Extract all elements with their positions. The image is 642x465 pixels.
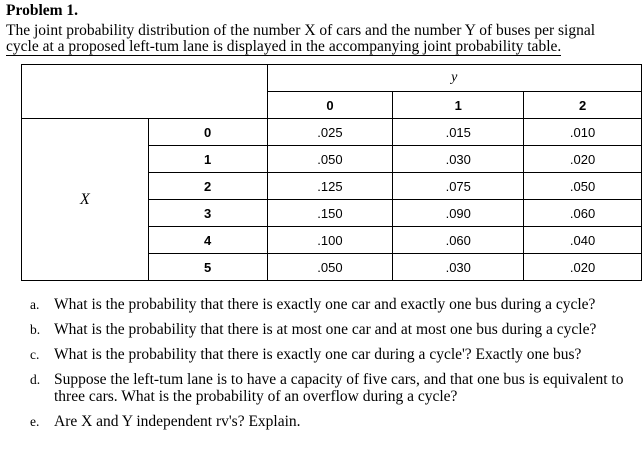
joint-probability-table	[21, 64, 642, 281]
y-value-header: 2	[524, 92, 642, 119]
question-item	[30, 296, 635, 313]
probability-cell: .090	[393, 200, 524, 227]
probability-cell: .060	[524, 200, 642, 227]
question-text: What is the probability that there is exactly one car during a cycle'? Exactly one bus?	[54, 346, 582, 363]
intro-line-1: The joint probability distribution of the number X of cars and the number Y of buses per signal	[6, 22, 596, 39]
y-axis-label: y	[267, 65, 641, 92]
probability-cell: .150	[267, 200, 393, 227]
question-item	[30, 321, 635, 338]
probability-cell: .050	[524, 173, 642, 200]
problem-intro	[6, 23, 638, 56]
probability-cell: .020	[524, 254, 642, 281]
x-axis-label: X	[22, 119, 149, 281]
y-value-header: 1	[393, 92, 524, 119]
probability-cell: .060	[393, 227, 524, 254]
question-marker: e.	[30, 414, 40, 429]
table-corner-cell	[22, 65, 268, 119]
probability-cell: .010	[524, 119, 642, 146]
x-value-header: 0	[148, 119, 267, 146]
probability-cell: .030	[393, 146, 524, 173]
probability-cell: .040	[524, 227, 642, 254]
question-marker: d.	[30, 372, 41, 387]
question-text: What is the probability that there is exactly one car and exactly one bus during a cycle?	[54, 296, 596, 313]
y-value-header: 0	[267, 92, 393, 119]
question-text: Are X and Y independent rv's? Explain.	[54, 413, 301, 430]
probability-cell: .030	[393, 254, 524, 281]
x-value-header: 3	[148, 200, 267, 227]
probability-cell: .050	[267, 146, 393, 173]
x-value-header: 2	[148, 173, 267, 200]
probability-cell: .075	[393, 173, 524, 200]
table-row	[22, 119, 642, 146]
question-text: What is the probability that there is at most one car and at most one bus during a cycle?	[54, 321, 597, 338]
x-value-header: 1	[148, 146, 267, 173]
x-value-header: 4	[148, 227, 267, 254]
probability-cell: .015	[393, 119, 524, 146]
probability-cell: .100	[267, 227, 393, 254]
probability-cell: .125	[267, 173, 393, 200]
question-marker: c.	[30, 347, 40, 362]
question-text: Suppose the left-tum lane is to have a capacity of five cars, and that one bus is equivalent to three cars. What is the probability of an overflow during a cycle?	[54, 371, 624, 405]
question-marker: b.	[30, 322, 41, 337]
x-value-header: 5	[148, 254, 267, 281]
probability-cell: .020	[524, 146, 642, 173]
probability-cell: .050	[267, 254, 393, 281]
probability-cell: .025	[267, 119, 393, 146]
question-item	[30, 413, 635, 430]
question-list	[30, 296, 635, 438]
intro-line-2: cycle at a proposed left-tum lane is displayed in the accompanying joint probability table.	[6, 38, 562, 55]
question-marker: a.	[30, 297, 40, 312]
question-item	[30, 346, 635, 363]
question-item	[30, 371, 635, 405]
problem-title: Problem 1.	[6, 2, 79, 19]
